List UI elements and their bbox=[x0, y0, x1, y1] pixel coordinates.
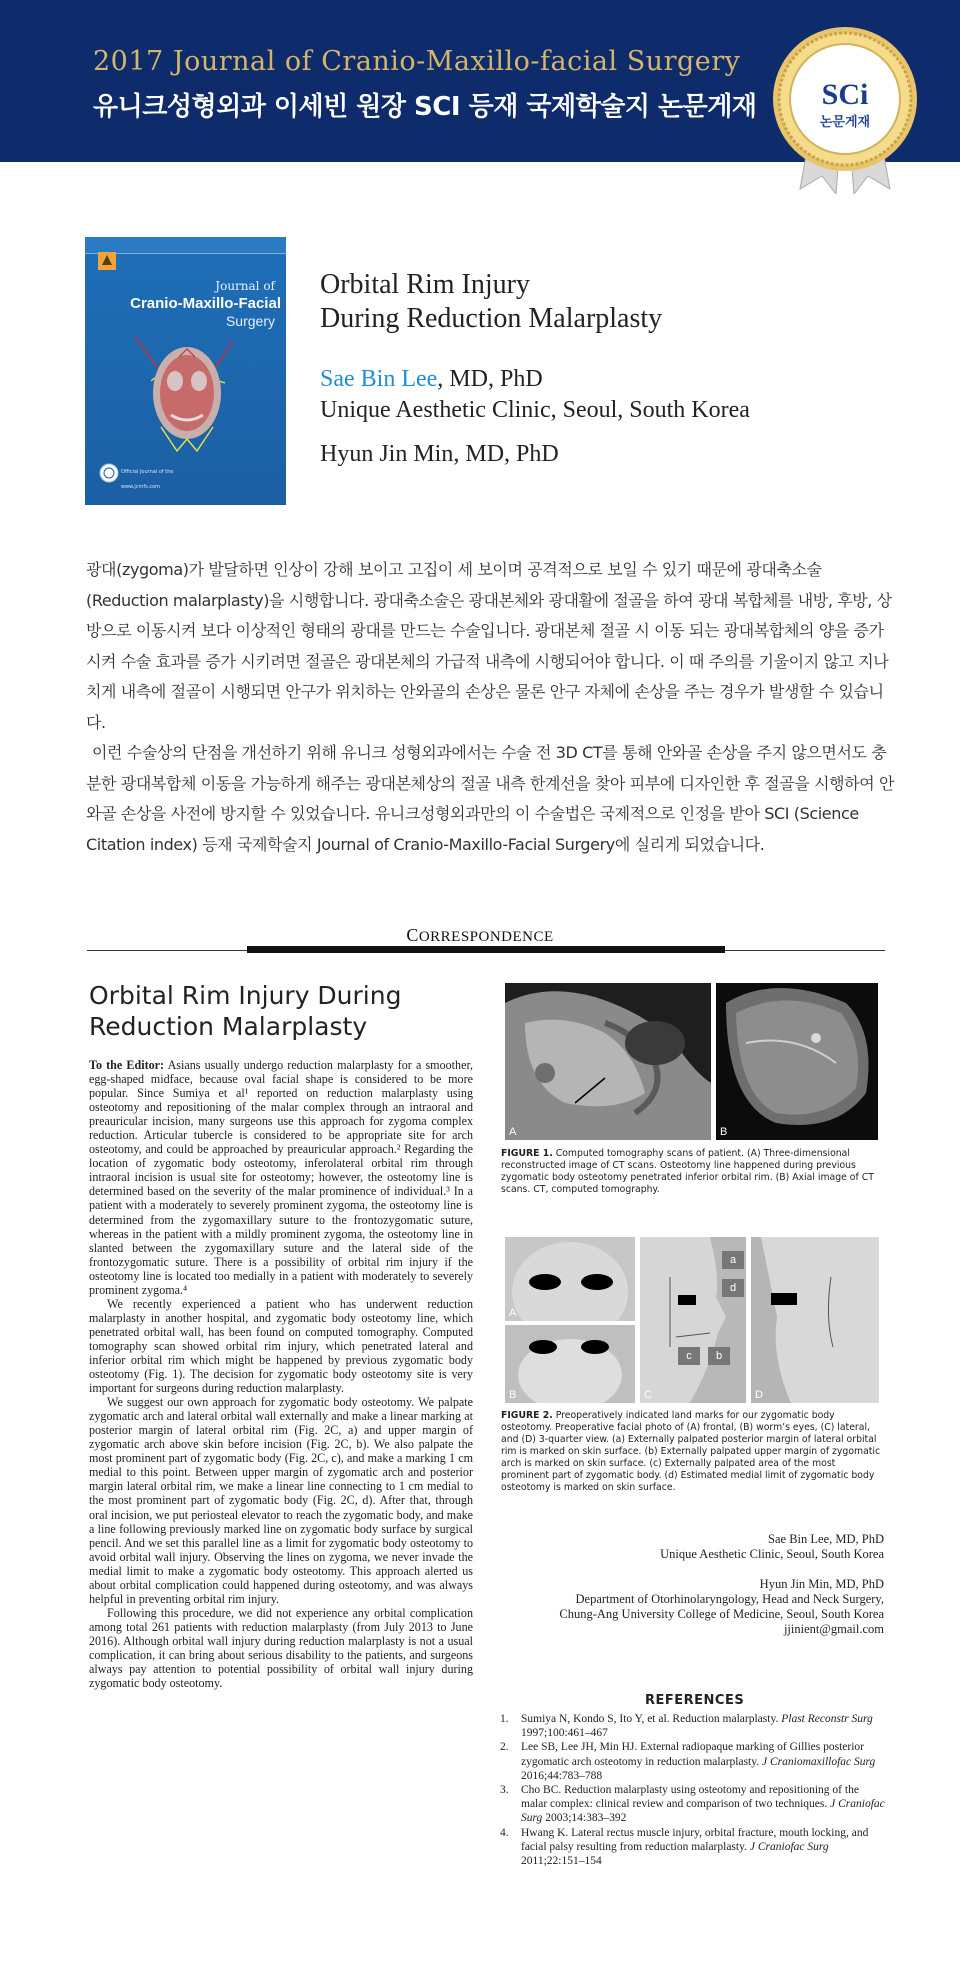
figure1-label-b: B bbox=[720, 1126, 728, 1138]
signature-2 bbox=[464, 1577, 884, 1637]
sci-seal-badge bbox=[770, 24, 920, 194]
figure2-photos bbox=[505, 1237, 879, 1403]
reference-text: Hwang K. Lateral rectus muscle injury, orbital fracture, mouth locking, and facial palsy resulting from reduction malarplasty. bbox=[521, 1826, 869, 1853]
reference-item bbox=[500, 1826, 885, 1869]
figure1-caption-label: FIGURE 1. bbox=[501, 1148, 553, 1159]
cover-footer-line1: Official Journal of the bbox=[121, 469, 174, 475]
banner-subtitle: 유니크성형외과 이세빈 원장 SCI 등재 국제학술지 논문게재 bbox=[93, 92, 757, 122]
reference-item bbox=[500, 1712, 885, 1740]
correspondence-rest: ORRESPONDENCE bbox=[418, 929, 554, 945]
reference-citation: 2003;14:383–392 bbox=[542, 1812, 627, 1825]
figure2-panel-d-three-quarter bbox=[751, 1237, 879, 1403]
letter-title bbox=[89, 980, 401, 1042]
figure2-label-b: B bbox=[509, 1389, 517, 1401]
reference-number: 2. bbox=[500, 1741, 509, 1754]
reference-text: Cho BC. Reduction malarplasty using osteotomy and repositioning of the malar complex: clinical review and comparison of two techniques. bbox=[521, 1784, 859, 1811]
letter-paragraph-1-text: Asians usually undergo reduction malarplasty for a smoother, egg-shaped midface, because oval facial shape is considered to be more popular. Since Sumiya et al¹ reported on reduction malarplasty using osteotomy and repositioning of the malar complex through an intraoral and preauricular incision, many surgeons use this approach for zygoma complex reduction. Articular tubercle is considered to be appropriate site for arch osteotomy, and could be approached by preauricular approach.² Regarding the location of zygomatic body osteotomy, inferolateral orbital rim through intraoral incision is usual site for osteotomy; however, the osteotomy line is determined based on the severity of the malar prominence of individual.³ In a patient with a moderately to severely prominent zygoma, the osteotomy line is determined from the zygomaxillary suture to the frontozygomatic suture, whereas in the patient with a mildly prominent zygoma, the osteotomy line in slanted between the zygomaxillary suture and the lateral side of the frontozygomatic suture. There is a possibility of orbital rim injury if the osteotomy line is located too medially in a patient with moderately to severely prominent zygoma.⁴ bbox=[89, 1058, 474, 1297]
letter-paragraph-2: We recently experienced a patient who has underwent reduction malarplasty in another hospital, and zygomatic body osteotomy line, which penetrated orbital wall, has been found on computed tomography. Computed tomography scan showed orbital rim injury, which penetrated lateral and inferior orbital rim which might be happened by previous zygomatic body osteotomy (Fig. 1). The decision for zygomatic body osteotomy site is very important for surgeons during reduction malarplasty. bbox=[89, 1296, 473, 1396]
figure1-label-a: A bbox=[509, 1126, 517, 1138]
signature-2-name: Hyun Jin Min, MD, PhD bbox=[759, 1577, 884, 1591]
signature-2-email: jjinient@gmail.com bbox=[783, 1622, 884, 1636]
figure2-panel-b-worms-eye bbox=[505, 1325, 635, 1403]
reference-citation: 2011;22:151–154 bbox=[521, 1855, 602, 1868]
correspondence-label bbox=[0, 925, 960, 946]
letter-paragraph-3: We suggest our own approach for zygomatic body osteotomy. We palpate zygomatic arch and lateral orbital wall externally and make a linear marking at posterior margin of lateral orbital rim (Fig. 2C, a) and upper margin of zygomatic arch above skin before incision (Fig. 2C, b). We also palpate the most prominent part of zygomatic body (Fig. 2C, c), and make a marking 1 cm medial to this point. Between upper margin of zygomatic arch and posterior margin lateral orbital rim, we make a linear line connecting to 1 cm medial to the most prominent part of zygomatic body (Fig. 2C, d). After that, through oral incision, we put periosteal elevator to reach the zygomatic body, and make a line following previously marked line on zygomatic body surface by surgical pencil. And we set this parallel line as a limit for zygomatic body osteotomy to avoid orbital wall injury. Observing the lines on zygoma, we never invade the medial limit to make a zygomatic body osteotomy. This approach alerted us about orbital complication could happened during osteotomy, and was always helpful in preventing orbital rim injury. bbox=[89, 1395, 473, 1606]
figure2-label-c: C bbox=[644, 1389, 652, 1401]
letter-salutation: To the Editor: bbox=[89, 1058, 165, 1072]
summary-paragraph-2: 이런 수술상의 단점을 개선하기 위해 유니크 성형외과에서는 수술 전 3D CT를 통해 안와골 손상을 주지 않으면서도 충분한 광대복합체 이동을 가능하게 해주는 광대본체상의 절골 내측 한계선을 찾아 피부에 디자인한 후 절골을 시행하여 안와골 손상을 사전에 방지할 수 있었습니다. 유니크성형외과만의 이 수술법은 국제적으로 인정을 받아 SCI (Science Citation index) 등재 국제학술지 Journal of Cranio-Maxillo-Facial Surgery에 실리게 되었습니다. bbox=[86, 743, 895, 854]
signature-1 bbox=[464, 1532, 884, 1562]
seal-top-text: SCi bbox=[821, 78, 869, 111]
reference-journal: J Craniofac Surg bbox=[521, 1798, 885, 1825]
article-title-line1: Orbital Rim Injury bbox=[320, 269, 530, 300]
signature-2-department: Department of Otorhinolaryngology, Head and Neck Surgery, bbox=[575, 1592, 884, 1606]
society-seal-icon bbox=[99, 463, 119, 483]
author1-name: Sae Bin Lee bbox=[320, 366, 438, 392]
figure2-caption-text: Preoperatively indicated land marks for our zygomatic body osteotomy. Preoperative facial photo of (A) frontal, (B) worm’s eyes, (C) lateral, and (D) 3-quarter view. (a) Externally palpated posterior margin of lateral orbital rim is marked on skin surface. (b) Externally palpated upper margin of zygomatic arch is marked on skin surface. (c) Externally palpated area of the most prominent part of zygomatic body. (d) Estimated medial limit of zygomatic body osteotomy is marked on skin surface. bbox=[501, 1410, 881, 1493]
letter-paragraph-4: Following this procedure, we did not experience any orbital complication among total 261 patients with reduction malarplasty (from July 2013 to June 2016). Although orbital wall injury during reduction malarplasty is not a usual complication, it can bring about serious disability to the patients, and surgeons always pay attention to potential possibility of orbital wall injury during zygomatic body osteotomy. bbox=[89, 1605, 473, 1691]
correspondence-initial: C bbox=[406, 925, 419, 945]
reference-journal: Plast Reconstr Surg bbox=[781, 1713, 873, 1725]
journal-cover-image bbox=[85, 237, 286, 505]
figure2-mark-b: b bbox=[708, 1347, 730, 1365]
cover-journal-line2: Cranio-Maxillo-Facial bbox=[130, 295, 281, 312]
reference-journal: J Craniofac Surg bbox=[749, 1840, 829, 1853]
figure1-panel-b-ct-axial bbox=[716, 983, 878, 1140]
figure2-label-a: A bbox=[509, 1307, 517, 1319]
figure2-mark-d: d bbox=[722, 1279, 744, 1297]
figure1-caption bbox=[501, 1148, 885, 1196]
article-title bbox=[320, 268, 662, 336]
figure2-mark-c: c bbox=[678, 1347, 700, 1365]
letter-paragraph-1 bbox=[89, 1058, 473, 1297]
author1-degree: , MD, PhD bbox=[437, 366, 543, 392]
figure2-caption bbox=[501, 1410, 885, 1494]
reference-journal: J Craniomaxillofac Surg bbox=[762, 1755, 876, 1768]
seal-bottom-text: 논문게재 bbox=[819, 115, 871, 130]
korean-summary bbox=[86, 555, 896, 860]
correspondence-bar bbox=[247, 946, 725, 953]
reference-text: Sumiya N, Kondo S, Ito Y, et al. Reduction malarplasty. bbox=[521, 1713, 782, 1725]
author1-line bbox=[320, 366, 543, 393]
elsevier-tree-icon bbox=[97, 251, 117, 271]
letter-title-line1: Orbital Rim Injury During bbox=[89, 981, 402, 1010]
banner-title: 2017 Journal of Cranio-Maxillo-facial Surgery bbox=[93, 46, 741, 77]
cover-journal-line1: Journal of bbox=[215, 279, 275, 293]
reference-item bbox=[500, 1783, 885, 1826]
figure2-caption-label: FIGURE 2. bbox=[501, 1410, 553, 1421]
cover-journal-line3: Surgery bbox=[225, 313, 275, 329]
skull-illustration bbox=[121, 319, 251, 459]
figure2-mark-a: a bbox=[722, 1251, 744, 1269]
reference-number: 3. bbox=[500, 1784, 509, 1797]
figure2-label-d: D bbox=[755, 1389, 763, 1401]
signature-1-name: Sae Bin Lee, MD, PhD bbox=[768, 1532, 884, 1546]
reference-citation: 2016;44:783–788 bbox=[521, 1769, 603, 1782]
references-list bbox=[500, 1712, 885, 1868]
reference-number: 1. bbox=[500, 1713, 509, 1725]
signature-2-affiliation: Chung-Ang University College of Medicine, Seoul, South Korea bbox=[559, 1607, 884, 1621]
signature-1-affiliation: Unique Aesthetic Clinic, Seoul, South Korea bbox=[660, 1547, 884, 1561]
article-title-line2: During Reduction Malarplasty bbox=[320, 303, 663, 334]
figure2-panel-a-frontal bbox=[505, 1237, 635, 1321]
reference-text: Lee SB, Lee JH, Min HJ. External radiopaque marking of Gillies posterior zygomatic arch osteotomy in reduction malarplasty. bbox=[521, 1741, 865, 1768]
reference-number: 4. bbox=[500, 1826, 509, 1839]
letter-body bbox=[89, 1058, 473, 1690]
cover-footer-line2: www.jcmfs.com bbox=[121, 484, 161, 490]
figure2-panel-c-lateral bbox=[640, 1237, 746, 1403]
reference-item bbox=[500, 1740, 885, 1783]
letter-title-line2: Reduction Malarplasty bbox=[89, 1012, 368, 1041]
figure1-caption-text: Computed tomography scans of patient. (A) Three-dimensional reconstructed image of CT scans. Osteotomy line happened during previous zygomatic body osteotomy penetrated inferior orbital rim. (B) Axial image of CT scans. CT, computed tomography. bbox=[501, 1148, 874, 1195]
author1-affiliation: Unique Aesthetic Clinic, Seoul, South Korea bbox=[320, 397, 750, 423]
author2-line: Hyun Jin Min, MD, PhD bbox=[320, 441, 559, 467]
references-heading: REFERENCES bbox=[645, 1693, 745, 1708]
reference-citation: 1997;100:461–467 bbox=[521, 1727, 608, 1740]
summary-paragraph-1: 광대(zygoma)가 발달하면 인상이 강해 보이고 고집이 세 보이며 공격적으로 보일 수 있기 때문에 광대축소술(Reduction malarplasty)을 시행합니다. 광대축소술은 광대본체와 광대활에 절골을 하여 광대 복합체를 내방, 후방, 상방으로 이동시켜 보다 이상적인 형태의 광대를 만드는 수술입니다. 광대본체 절골 시 이동 되는 광대복합체의 양을 증가 시켜 수술 효과를 증가 시키려면 절골은 광대본체의 가급적 내측에 시행되어야 합니다. 이 때 주의를 기울이지 않고 지나치게 내측에 절골이 시행되면 안구가 위치하는 안와골의 손상은 물론 안구 자체에 손상을 주는 경우가 발생할 수 있습니다. bbox=[86, 560, 892, 732]
figure1-panel-a-ct-3d bbox=[505, 983, 711, 1140]
